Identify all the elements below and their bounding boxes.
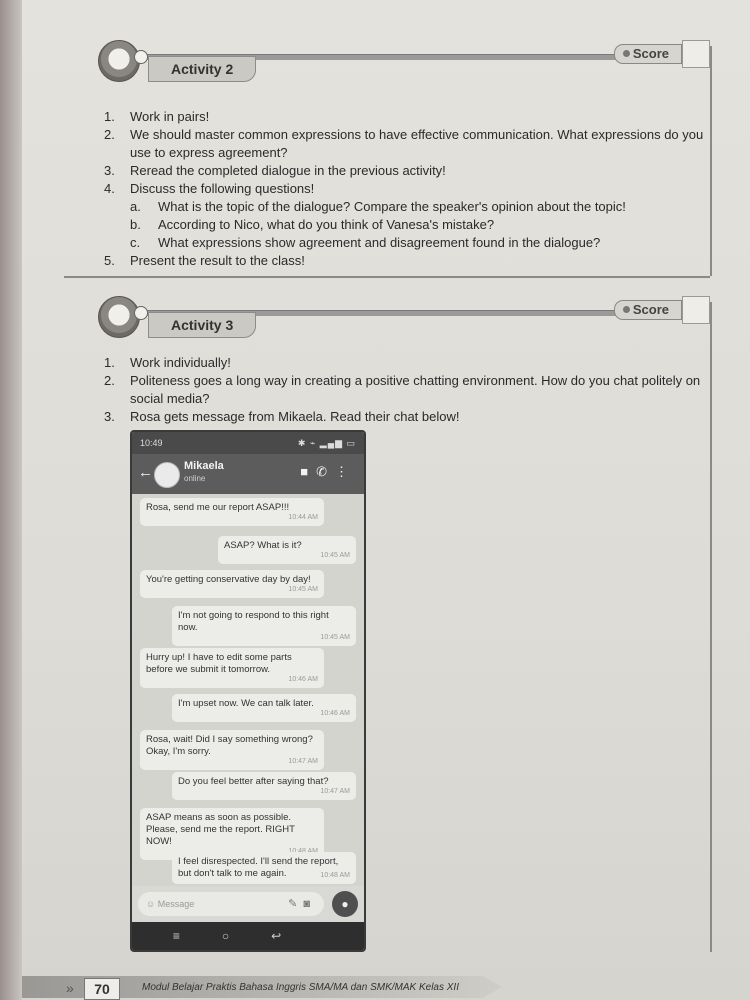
list-item (104, 252, 704, 270)
back-arrow-icon[interactable]: ← (138, 464, 153, 481)
activity-3-list (104, 354, 704, 426)
activity-2-title: Activity 2 (148, 56, 256, 82)
message-text: ASAP? What is it? (224, 540, 302, 551)
message-time: 10:48 AM (320, 872, 350, 879)
status-bar (132, 432, 364, 454)
sub-item (130, 234, 704, 252)
score-text: Score (632, 302, 669, 317)
sub-item-text: What is the topic of the dialogue? Compare the speaker's opinion about the topic! (158, 199, 626, 214)
score-box[interactable] (682, 296, 710, 324)
list-item (104, 108, 704, 126)
item-text: Present the result to the class! (130, 253, 305, 268)
mic-icon[interactable]: ● (332, 891, 358, 917)
item-text: Rosa gets message from Mikaela. Read their chat below! (130, 409, 460, 424)
message-sent (172, 694, 356, 722)
binding-edge (0, 0, 22, 1000)
sub-item (130, 216, 704, 234)
message-received (140, 730, 324, 770)
message-received (140, 570, 324, 598)
activity-3-header (64, 302, 710, 336)
message-sent (172, 772, 356, 800)
item-number: 2. (104, 373, 115, 388)
activity-2-section (64, 46, 712, 276)
page-footer (22, 968, 750, 1000)
message-time: 10:44 AM (288, 514, 318, 521)
activity-logo-icon (98, 296, 140, 338)
activity-2-header (64, 46, 710, 80)
message-time: 10:46 AM (288, 676, 318, 683)
message-time: 10:45 AM (320, 552, 350, 559)
dot-icon (623, 306, 630, 313)
message-time: 10:47 AM (320, 788, 350, 795)
message-text: I'm upset now. We can talk later. (178, 698, 314, 709)
status-time: 10:49 (140, 438, 163, 448)
item-number: 2. (104, 127, 115, 142)
list-item (104, 354, 704, 372)
chat-area (132, 494, 364, 886)
message-received (140, 648, 324, 688)
sub-item-text: According to Nico, what do you think of Vanesa's mistake? (158, 217, 495, 232)
menu-icon[interactable]: ≡ (172, 929, 222, 943)
activity-2-bottom-rule (64, 276, 710, 278)
list-item (104, 162, 704, 180)
score-label (614, 44, 682, 64)
message-bar (132, 886, 364, 922)
video-call-icon[interactable]: ■ (300, 464, 317, 479)
list-item (104, 180, 704, 252)
attach-icon[interactable]: ✎ (288, 898, 304, 910)
message-input[interactable] (138, 892, 324, 916)
message-text: Rosa, wait! Did I say something wrong? Okay, I'm sorry. (146, 734, 313, 757)
dot-icon (134, 306, 148, 320)
item-text: Politeness goes a long way in creating a positive chatting environment. How do you chat politely on social media? (130, 373, 701, 406)
message-text: You're getting conservative day by day! (146, 574, 311, 585)
avatar[interactable] (154, 462, 180, 488)
item-number: 1. (104, 355, 115, 370)
phone-icon[interactable]: ✆ (316, 464, 335, 479)
chat-app-bar (132, 454, 364, 494)
score-text: Score (632, 46, 669, 61)
message-text: Hurry up! I have to edit some parts before we submit it tomorrow. (146, 652, 292, 675)
more-options-icon[interactable]: ⋮ (335, 464, 356, 479)
message-sent (172, 852, 356, 884)
sub-item-text: What expressions show agreement and disagreement found in the dialogue? (158, 235, 601, 250)
chat-screenshot (130, 430, 366, 952)
item-number: 3. (104, 163, 115, 178)
message-received (140, 498, 324, 526)
back-icon[interactable]: ↩ (271, 929, 324, 943)
message-time: 10:47 AM (288, 758, 318, 765)
camera-icon[interactable]: ◙ (303, 898, 316, 910)
page-number: 70 (84, 978, 120, 1000)
item-text: Work in pairs! (130, 109, 210, 124)
message-placeholder: Message (157, 899, 195, 909)
message-text: Do you feel better after saying that? (178, 776, 329, 787)
message-time: 10:45 AM (288, 586, 318, 593)
item-number: 1. (104, 109, 115, 124)
score-label (614, 300, 682, 320)
sub-item-letter: b. (130, 217, 141, 232)
contact-status: online (184, 474, 206, 483)
item-text: Reread the completed dialogue in the previous activity! (130, 163, 446, 178)
message-sent (218, 536, 356, 564)
activity-logo-icon (98, 40, 140, 82)
score-box[interactable] (682, 40, 710, 68)
book-title: Modul Belajar Praktis Bahasa Inggris SMA/MA dan SMK/MAK Kelas XII (142, 982, 459, 993)
home-icon[interactable]: ○ (221, 929, 272, 943)
dot-icon (134, 50, 148, 64)
call-actions (300, 464, 356, 480)
message-time: 10:45 AM (320, 634, 350, 641)
list-item (104, 126, 704, 162)
contact-name[interactable]: Mikaela (184, 460, 224, 472)
activity-2-list (104, 108, 704, 270)
emoji-icon[interactable]: ☺ (146, 899, 156, 909)
chevron-right-icon: » (66, 980, 74, 996)
status-icons: ✱ ⌁ ▂▄▆ ▭ (297, 438, 356, 448)
message-text: Rosa, send me our report ASAP!!! (146, 502, 290, 513)
message-sent (172, 606, 356, 646)
item-text: Work individually! (130, 355, 231, 370)
activity-3-title: Activity 3 (148, 312, 256, 338)
item-number: 5. (104, 253, 115, 268)
list-item (104, 408, 704, 426)
input-actions (288, 892, 316, 916)
message-text: ASAP means as soon as possible. Please, send me the report. RIGHT NOW! (146, 812, 295, 847)
sub-item-letter: a. (130, 199, 141, 214)
item-text: We should master common expressions to have effective communication. What expressions do you use to express agreement? (130, 127, 704, 160)
item-number: 4. (104, 181, 115, 196)
sub-list (130, 198, 704, 252)
message-text: I feel disrespected. I'll send the report, but don't talk to me again. (178, 856, 339, 879)
message-time: 10:46 AM (320, 710, 350, 717)
item-text: Discuss the following questions! (130, 181, 315, 196)
item-number: 3. (104, 409, 115, 424)
dot-icon (623, 50, 630, 57)
list-item (104, 372, 704, 408)
sub-item (130, 198, 704, 216)
sub-item-letter: c. (130, 235, 141, 250)
android-nav-bar (132, 922, 364, 950)
message-text: I'm not going to respond to this right now. (178, 610, 329, 633)
